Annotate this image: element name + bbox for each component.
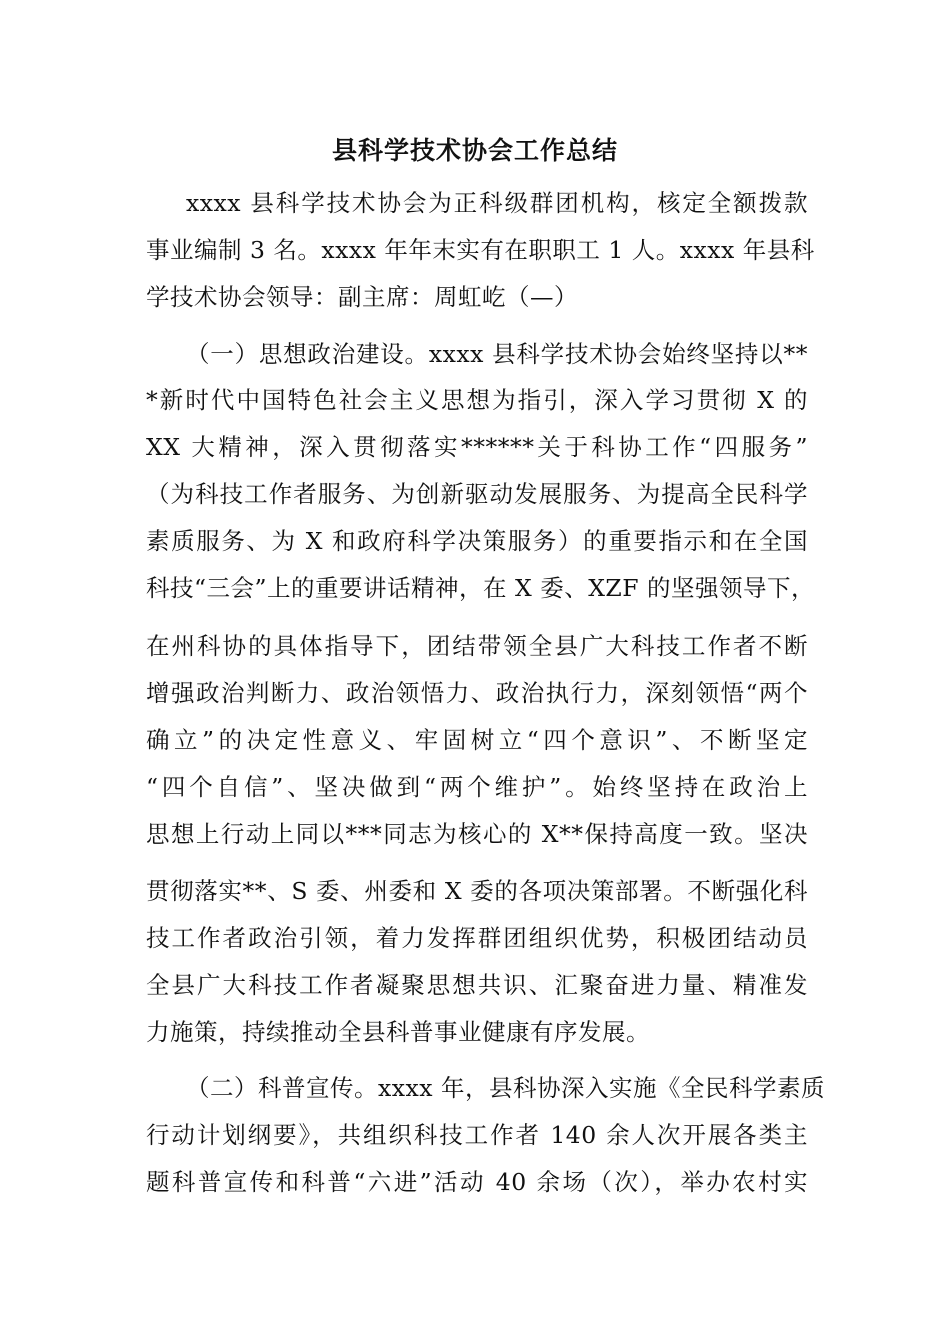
paragraph-line: 题科普宣传和科普“六进”活动 40 余场（次），举办农村实: [146, 1168, 808, 1196]
paragraph-line: 学技术协会领导：副主席：周虹屹（—）: [146, 283, 578, 311]
paragraph-line: *新时代中国特色社会主义思想为指引，深入学习贯彻 X 的: [146, 386, 808, 414]
paragraph-line: 行动计划纲要》，共组织科技工作者 140 余人次开展各类主: [146, 1121, 808, 1149]
paragraph-line: 素质服务、为 X 和政府科学决策服务）的重要指示和在全国: [146, 527, 808, 555]
paragraph-line: 贯彻落实**、S 委、州委和 X 委的各项决策部署。不断强化科: [146, 877, 808, 905]
paragraph-line: 技工作者政治引领，着力发挥群团组织优势，积极团结动员: [146, 924, 808, 952]
paragraph-line: XX 大精神，深入贯彻落实******关于科协工作“四服务”: [146, 433, 808, 461]
paragraph-line: 在州科协的具体指导下，团结带领全县广大科技工作者不断: [146, 632, 808, 660]
paragraph-line: （为科技工作者服务、为创新驱动发展服务、为提高全民科学: [146, 480, 808, 508]
document-title: 县科学技术协会工作总结: [331, 136, 618, 165]
paragraph-line: 增强政治判断力、政治领悟力、政治执行力，深刻领悟“两个: [146, 679, 808, 707]
paragraph-line: 力施策，持续推动全县科普事业健康有序发展。: [146, 1018, 650, 1046]
paragraph-line: （二）科普宣传。xxxx 年，县科协深入实施《全民科学素质: [186, 1074, 825, 1102]
paragraph-line: 确立”的决定性意义、牢固树立“四个意识”、不断坚定: [146, 726, 808, 754]
paragraph-line: （一）思想政治建设。xxxx 县科学技术协会始终坚持以**: [186, 340, 808, 368]
paragraph-line: 科技“三会”上的重要讲话精神，在 X 委、XZF 的坚强领导下，: [146, 574, 816, 602]
paragraph-line: 思想上行动上同以***同志为核心的 X**保持高度一致。坚决: [146, 820, 808, 848]
paragraph-line: xxxx 县科学技术协会为正科级群团机构，核定全额拨款: [186, 189, 808, 217]
paragraph-line: “四个自信”、坚决做到“两个维护”。始终坚持在政治上: [146, 773, 808, 801]
paragraph-line: 全县广大科技工作者凝聚思想共识、汇聚奋进力量、精准发: [146, 971, 808, 999]
paragraph-line: 事业编制 3 名。xxxx 年年末实有在职职工 1 人。xxxx 年县科: [146, 236, 815, 264]
